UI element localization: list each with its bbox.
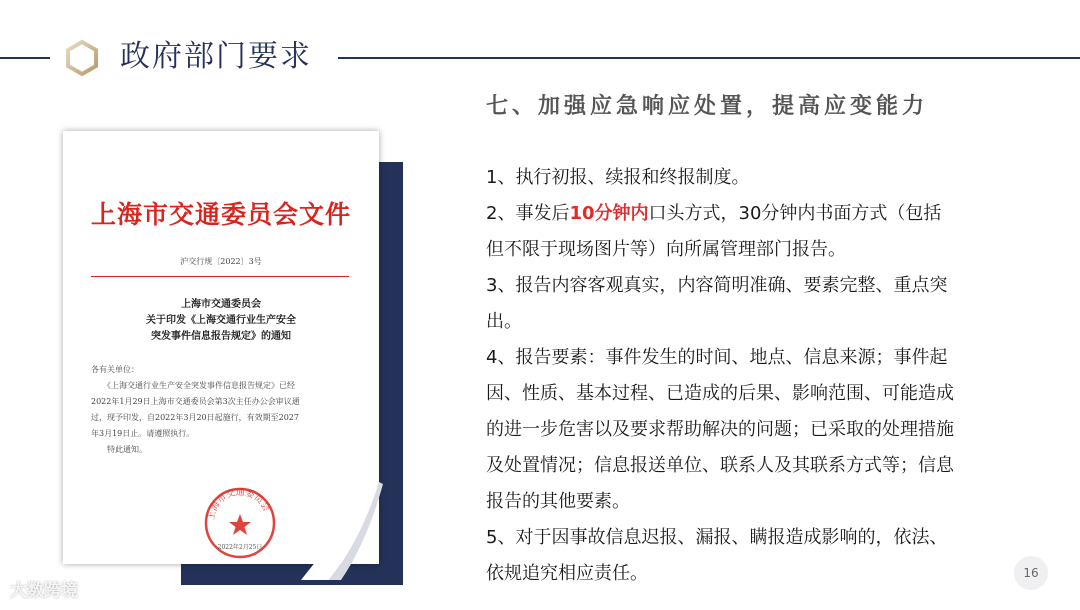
document-number: 沪交行规〔2022〕3号 — [180, 257, 262, 266]
header-rule-right — [338, 57, 1080, 59]
section-heading: 七、加强应急响应处置，提高应变能力 — [486, 94, 929, 119]
item-3-text: 3、报告内容客观真实，内容简明准确、要素完整、重点突出。 — [486, 275, 948, 332]
document-body-line: 2022年1月29日上海市交通委员会第3次主任办公会审议通 — [91, 397, 300, 406]
requirements-list — [486, 160, 956, 592]
list-item — [486, 160, 956, 196]
item-2-rest: 口头方式，30分钟内书面方式（包括但不限于现场图片等）向所属管理部门报告。 — [486, 203, 942, 260]
item-4-text: 4、报告要素：事件发生的时间、地点、信息来源；事件起因、性质、基本过程、已造成的后果、影响范围、可能造成的进一步危害以及要求帮助解决的问题；已采取的处理措施及处置情况；信息报送单位、联系人及其联系方式等；信息报告的其他要素。 — [486, 347, 954, 512]
svg-text:上海市交通委员会: 上海市交通委员会 — [206, 487, 271, 521]
list-item — [486, 340, 956, 520]
item-1-text: 1、执行初报、续报和终报制度。 — [486, 167, 750, 188]
document-heading: 上海市交通委员会文件 — [90, 200, 351, 229]
document-closing: 特此通知。 — [107, 445, 147, 454]
svg-text:2022年2月25日: 2022年2月25日 — [217, 544, 263, 551]
page-number: 16 — [1014, 556, 1048, 590]
item-2-lead: 2、事发后 — [486, 203, 570, 224]
list-item — [486, 268, 956, 340]
document-body-line: 《上海交通行业生产安全突发事件信息报告规定》已经 — [103, 381, 295, 390]
watermark-text: 大数跨境 — [10, 581, 78, 601]
official-seal-icon — [203, 486, 277, 560]
document-red-rule — [91, 276, 349, 277]
item-5-text: 5、对于因事故信息迟报、漏报、瞒报造成影响的，依法、依规追究相应责任。 — [486, 527, 948, 584]
document-title-line: 关于印发《上海交通行业生产安全 — [146, 315, 296, 326]
document-body-line: 过，现予印发，自2022年3月20日起施行，有效期至2027 — [91, 413, 299, 422]
header-rule-left — [0, 57, 50, 59]
hexagon-logo-icon — [64, 40, 100, 76]
item-2-highlight: 10分钟内 — [569, 203, 649, 224]
document-body-line: 年3月19日止。请遵照执行。 — [91, 429, 195, 438]
document-salutation: 各有关单位： — [91, 365, 139, 374]
page-curl-icon — [301, 480, 401, 580]
page-title: 政府部门要求 — [120, 39, 312, 74]
watermark — [10, 576, 78, 601]
list-item — [486, 520, 956, 592]
document-title-line: 上海市交通委员会 — [181, 299, 261, 310]
document-title-line: 突发事件信息报告规定》的通知 — [151, 331, 291, 342]
list-item — [486, 196, 956, 268]
